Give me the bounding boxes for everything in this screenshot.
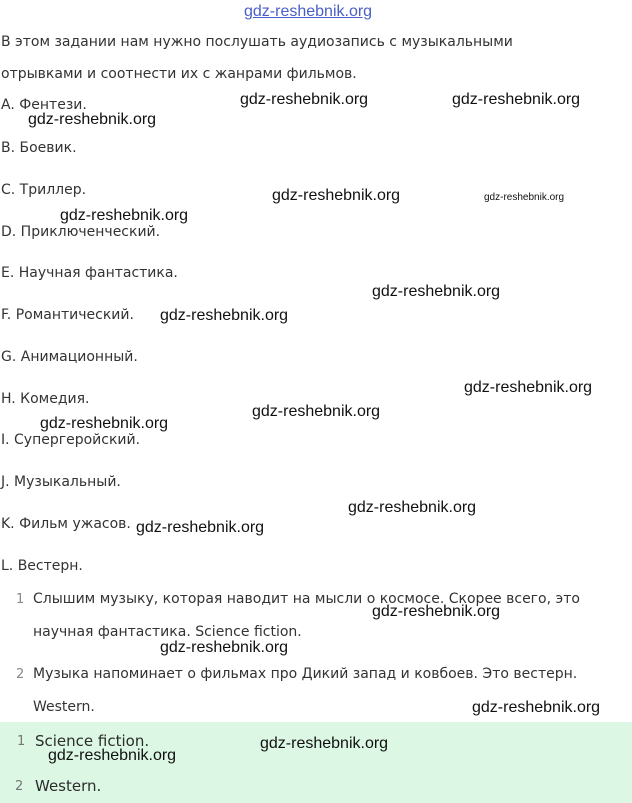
genre-item-i: I. Супергеройский.	[1, 432, 141, 448]
genre-item-d: D. Приключенческий.	[1, 224, 161, 240]
watermark: gdz-reshebnik.org	[452, 91, 581, 108]
genre-item-c: C. Триллер.	[1, 182, 87, 198]
final-answer-1: Science fiction.	[35, 732, 150, 750]
explanation-number-2: 2	[16, 667, 25, 682]
watermark: gdz-reshebnik.org	[28, 111, 157, 128]
genre-item-h: H. Комедия.	[1, 391, 90, 407]
watermark: gdz-reshebnik.org	[136, 519, 265, 536]
genre-item-k: K. Фильм ужасов.	[1, 516, 131, 532]
genre-item-b: B. Боевик.	[1, 140, 77, 156]
intro-line-1: В этом задании нам нужно послушать аудиозапись с музыкальными	[1, 34, 513, 50]
watermark: gdz-reshebnik.org	[464, 379, 593, 396]
final-number-1: 1	[17, 734, 26, 749]
genre-item-e: E. Научная фантастика.	[1, 265, 178, 281]
watermark: gdz-reshebnik.org	[472, 699, 601, 716]
watermark: gdz-reshebnik.org	[160, 307, 289, 324]
watermark: gdz-reshebnik.org	[484, 192, 565, 203]
genre-item-j: J. Музыкальный.	[1, 474, 121, 490]
watermark: gdz-reshebnik.org	[240, 91, 369, 108]
intro-line-2: отрывками и соотнести их с жанрами фильмов.	[1, 66, 357, 82]
genre-item-f: F. Романтический.	[1, 307, 134, 323]
watermark: gdz-reshebnik.org	[372, 603, 501, 620]
watermark: gdz-reshebnik.org	[40, 415, 169, 432]
explanation-2-line-1: Музыка напоминает о фильмах про Дикий запад и ковбоев. Это вестерн.	[33, 666, 578, 682]
explanation-2-line-2: Western.	[33, 699, 95, 715]
watermark: gdz-reshebnik.org	[48, 747, 177, 764]
genre-item-g: G. Анимационный.	[1, 349, 138, 365]
genre-item-l: L. Вестерн.	[1, 558, 83, 574]
explanation-1-line-2: научная фантастика. Science fiction.	[33, 624, 302, 640]
watermark: gdz-reshebnik.org	[372, 283, 501, 300]
final-number-2: 2	[15, 779, 24, 794]
watermark: gdz-reshebnik.org	[272, 187, 401, 204]
watermark-link[interactable]: gdz-reshebnik.org	[244, 3, 373, 20]
watermark: gdz-reshebnik.org	[348, 499, 477, 516]
watermark: gdz-reshebnik.org	[252, 403, 381, 420]
watermark: gdz-reshebnik.org	[60, 207, 189, 224]
watermark: gdz-reshebnik.org	[160, 639, 289, 656]
final-answer-2: Western.	[35, 777, 102, 795]
watermark: gdz-reshebnik.org	[260, 735, 389, 752]
explanation-1-line-1: Слышим музыку, которая наводит на мысли о космосе. Скорее всего, это	[33, 591, 580, 607]
explanation-number-1: 1	[16, 592, 25, 607]
genre-item-a: A. Фентези.	[1, 97, 87, 113]
